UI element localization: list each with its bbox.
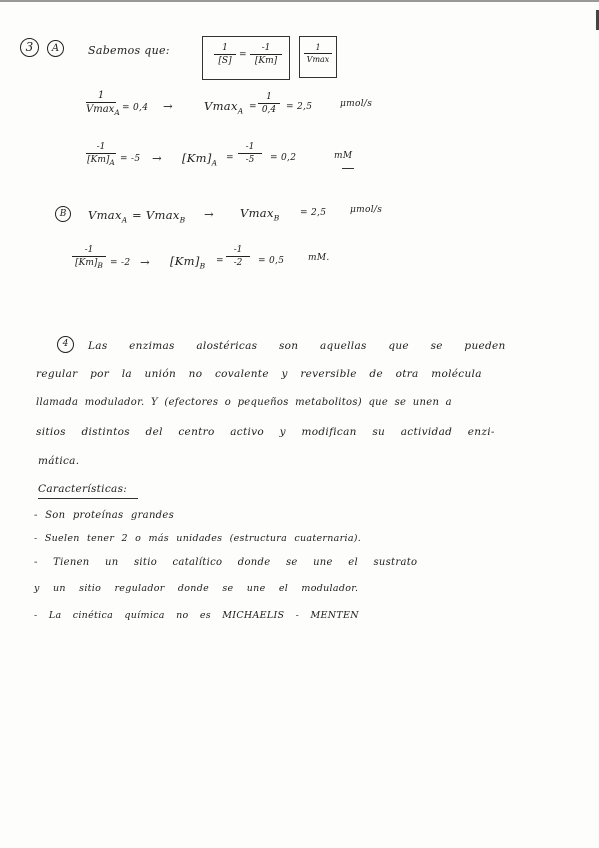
b1-vmax-result: Vmax$_B$ [240, 206, 280, 223]
bullet-4: y un sitio regulador donde se une el modulador. [34, 583, 359, 594]
a1-eq: = [249, 102, 257, 112]
section-3-number [20, 38, 39, 57]
scan-edge-top [0, 0, 599, 2]
box1-equals: = [239, 50, 247, 60]
box2-num: 1 [315, 43, 321, 52]
a2-eq: = [226, 153, 234, 163]
b2-lhs: $[Km]_B$ [170, 254, 206, 271]
a2-unit: mM [334, 151, 353, 161]
b1-vmax-a: Vmax$_A$ [88, 208, 128, 225]
a1-arrow: → [163, 99, 173, 113]
a2-f-num: -1 [245, 142, 255, 152]
a2-num: -1 [96, 142, 106, 152]
b2-arrow: → [140, 255, 150, 269]
a1-fraction [86, 90, 120, 117]
box1-num2: -1 [261, 43, 271, 53]
a1-value: = 0,4 [122, 103, 149, 113]
a1-num: 1 [97, 90, 105, 101]
box1-fraction-s [214, 43, 236, 66]
a2-den: $[Km]_A$ [87, 155, 115, 167]
b2-fraction [72, 245, 106, 270]
box1-num: 1 [222, 43, 228, 53]
paragraph-line-2: regular por la unión no covalente y reversible de otra molécula [36, 368, 482, 380]
b2-inverse-fraction [226, 245, 250, 268]
paragraph-line-1: Las enzimas alostéricas son aquellas que se pueden [88, 340, 506, 352]
a2-lhs: $[Km]_A$ [182, 151, 218, 168]
paragraph-line-5: mática. [38, 455, 80, 467]
box1-fraction-km [250, 43, 282, 66]
b1-result: = 2,5 [300, 208, 327, 218]
b2-f-den: -2 [233, 258, 243, 268]
box1-den2: [Km] [254, 56, 278, 66]
paragraph-line-3: llamada modulador. Y (efectores o pequeños metabolitos) que se unen a [36, 397, 452, 408]
b1-unit: μmol/s [350, 205, 383, 215]
part-a-letter [47, 40, 64, 57]
b2-result: = 0,5 [258, 256, 285, 266]
a1-lhs: Vmax$_A$ [204, 99, 244, 116]
b2-value: = -2 [110, 258, 131, 268]
a2-f-den: -5 [245, 155, 255, 165]
box1-den: [S] [218, 56, 232, 66]
a2-fraction [86, 142, 116, 167]
b2-den: $[Km]_B$ [75, 258, 103, 270]
b2-eq: = [216, 256, 224, 266]
part-a-intro: Sabemos que: [88, 44, 170, 57]
characteristics-heading: Características: [38, 483, 128, 495]
a2-inverse-fraction [238, 142, 262, 165]
bullet-2: - Suelen tener 2 o más unidades (estructura cuaternaria). [34, 533, 362, 544]
a1-den: Vmax$_A$ [86, 104, 120, 117]
a1-result: = 2,5 [286, 102, 313, 112]
section-3-number-text: 3 [25, 40, 34, 54]
a2-value: = -5 [120, 154, 141, 164]
part-a-letter-text: A [51, 43, 60, 54]
section-4-number [57, 336, 74, 353]
a2-underline [342, 168, 354, 169]
box2-den: Vmax [306, 55, 330, 64]
a2-arrow: → [152, 151, 162, 165]
b1-arrow: → [204, 207, 214, 221]
a1-inverse-fraction [258, 92, 280, 115]
bullet-5: - La cinética química no es MICHAELIS - MENTEN [34, 610, 359, 621]
box2-fraction [304, 43, 332, 64]
bullet-1: - Son proteínas grandes [34, 510, 175, 521]
part-b-letter-text: B [59, 209, 67, 219]
section-4-number-text: 4 [62, 339, 69, 349]
a2-result: = 0,2 [270, 153, 297, 163]
a1-f-den: 0,4 [261, 105, 277, 115]
part-b-letter [55, 206, 71, 222]
a1-f-num: 1 [266, 92, 272, 102]
b2-num: -1 [84, 245, 94, 255]
b1-vmax-b: = Vmax$_B$ [132, 208, 186, 225]
b2-unit: mM. [308, 253, 330, 263]
heading-underline [38, 498, 138, 499]
a1-unit: μmol/s [340, 99, 373, 109]
paragraph-line-4: sitios distintos del centro activo y modifican su actividad enzi- [36, 426, 495, 438]
bullet-3: - Tienen un sitio catalítico donde se une el sustrato [34, 557, 418, 568]
b2-f-num: -1 [233, 245, 243, 255]
